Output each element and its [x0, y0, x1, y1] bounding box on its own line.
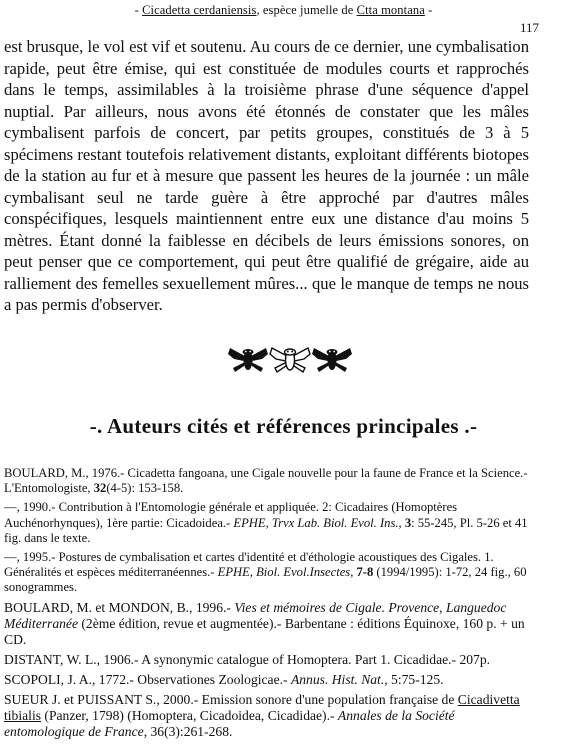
reference-item: DISTANT, W. L., 1906.- A synonymic catalogue of Homoptera. Part 1. Cicadidae.- 207p. [4, 651, 491, 667]
page-number: 117 [520, 20, 540, 35]
references-list [4, 466, 536, 744]
header-species-montana: Ctta montana [356, 3, 425, 17]
running-header [0, 3, 567, 18]
body-paragraph: est brusque, le vol est vif et soutenu. Au cours de ce dernier, une cymbalisation rapide, peut être émise, qui est constituée de modules courts et rapprochés dans le temps, assimilables à la troisième phrase d'une séquence d'appel nuptial. Par ailleurs, nous avons été étonnés de constater que les mâles cymbalisent parfois de concert, par petits groupes, constitués de 3 à 5 spécimens restant toutefois relativement distants, exploitant différents biotopes de la station au fur et à mesure que passent les heures de la journée : un mâle cymbalisant seul ne tarde guère à être approché par d'autres mâles conspécifiques, lesquels maintiennent entre eux une distance d'au moins 5 mètres. Étant donné la faiblesse en décibels de leurs émissions sonores, on peut penser que ce comportement, qui peut être qualifié de grégaire, aide au ralliement des femelles sexuellement mûres... que le manque de temps ne nous a pas permis d'observer. [4, 37, 529, 314]
reference-item: —, 1990.- Contribution à l'Entomologie générale et appliquée. 2: Cicadaires (Homoptères Auchénorhynques), 1ère partie: Cicadoidea.- EPHE, Trvx Lab. Biol. Evol. Ins., 3: 55-245, Pl. 5-26 et 41 fig. dans le texte. [4, 500, 528, 545]
header-middle: , espèce jumelle de [256, 3, 357, 17]
header-species-cerdaniensis: Cicadetta cerdaniensis [142, 3, 257, 17]
reference-item: —, 1995.- Postures de cymbalisation et cartes d'identité et d'éthologie acoustiques des Cigales. 1. Généralités et espèces méditerranéennes.- EPHE, Biol. Evol.Insectes, 7-8 (1994/1995): 1-72, 24 fig., 60 sonogrammes. [4, 550, 527, 595]
header-prefix: - [134, 3, 143, 17]
header-suffix: - [424, 3, 433, 17]
cicada-icon [270, 348, 310, 372]
reference-item: SCOPOLI, J. A., 1772.- Observationes Zoologicae.- Annus. Hist. Nat., 5:75-125. [4, 671, 444, 687]
cicada-icon [228, 348, 268, 372]
references-heading: -. Auteurs cités et références principales .- [89, 414, 478, 438]
reference-item: BOULARD, M., 1976.- Cicadetta fangoana, une Cigale nouvelle pour la faune de France et la Science.- L'Entomologiste, 32(4-5): 153-158. [4, 466, 528, 496]
reference-item: BOULARD, M. et MONDON, B., 1996.- Vies et mémoires de Cigale. Provence, Languedoc Méditerranée (2ème édition, revue et augmentée).- Barbentane : éditions Équinoxe, 160 p. + un CD. [4, 599, 525, 647]
reference-item: SUEUR J. et PUISSANT S., 2000.- Emission sonore d'une population française de Cicadivetta tibialis (Panzer, 1798) (Homoptera, Cicadoidea, Cicadidae).- Annales de la Société entomologique de France, 36(3):261-268. [4, 691, 520, 739]
cicada-ornament [226, 340, 354, 380]
cicada-icon [312, 348, 352, 372]
